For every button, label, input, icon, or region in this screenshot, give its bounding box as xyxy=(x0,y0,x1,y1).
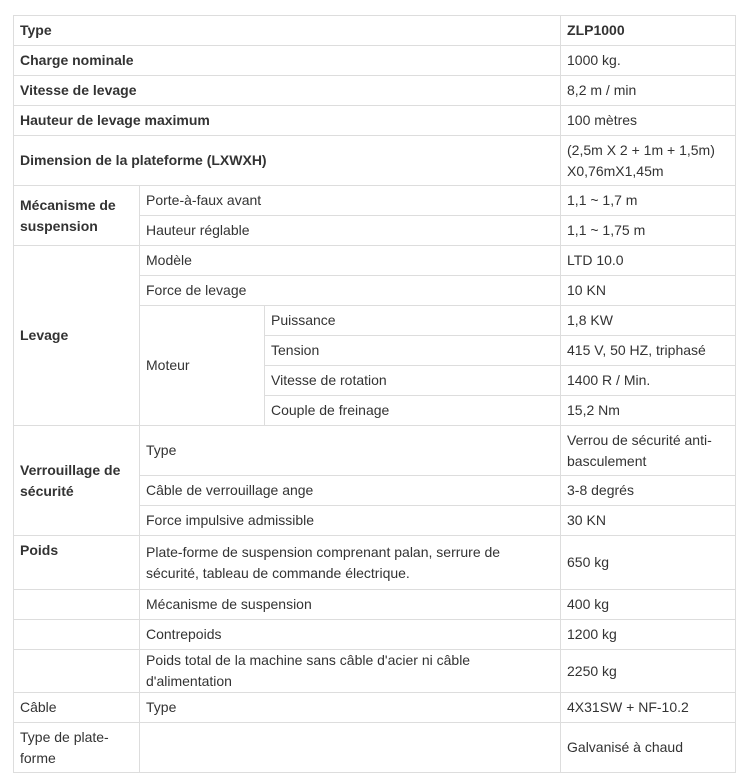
row-label: Vitesse de levage xyxy=(14,76,561,106)
row-value: Verrou de sécurité anti-basculement xyxy=(561,426,736,476)
row-value: 15,2 Nm xyxy=(561,396,736,426)
row-value: Galvanisé à chaud xyxy=(561,723,736,773)
table-row xyxy=(14,723,736,773)
row-label: Poids total de la machine sans câble d'acier ni câble d'alimentation xyxy=(140,650,561,693)
table-row xyxy=(14,106,736,136)
row-value: (2,5m X 2 + 1m + 1,5m) X0,76mX1,45m xyxy=(561,136,736,186)
row-value: 8,2 m / min xyxy=(561,76,736,106)
table-row xyxy=(14,136,736,186)
group-label: Verrouillage de sécurité xyxy=(14,426,140,536)
row-value: 100 mètres xyxy=(561,106,736,136)
table-row xyxy=(14,650,736,693)
row-value: 1,1 ~ 1,7 m xyxy=(561,186,736,216)
row-label: Puissance xyxy=(265,306,561,336)
table-row xyxy=(14,536,736,590)
table-row xyxy=(14,186,736,216)
empty-cell xyxy=(14,590,140,620)
row-label: Contrepoids xyxy=(140,620,561,650)
row-value: 1,1 ~ 1,75 m xyxy=(561,216,736,246)
row-label: Hauteur de levage maximum xyxy=(14,106,561,136)
row-value: 400 kg xyxy=(561,590,736,620)
spec-table xyxy=(13,15,736,773)
row-value: 1200 kg xyxy=(561,620,736,650)
row-label: Type xyxy=(140,693,561,723)
type-header-label: Type xyxy=(14,16,561,46)
row-label: Porte-à-faux avant xyxy=(140,186,561,216)
model-header-value: ZLP1000 xyxy=(561,16,736,46)
row-label: Mécanisme de suspension xyxy=(140,590,561,620)
subgroup-label: Moteur xyxy=(140,306,265,426)
row-value: LTD 10.0 xyxy=(561,246,736,276)
empty-cell xyxy=(140,723,561,773)
row-label: Câble de verrouillage ange xyxy=(140,476,561,506)
row-value: 1400 R / Min. xyxy=(561,366,736,396)
table-row xyxy=(14,620,736,650)
table-row xyxy=(14,426,736,476)
row-label: Dimension de la plateforme (LXWXH) xyxy=(14,136,561,186)
row-label: Force de levage xyxy=(140,276,561,306)
row-value: 30 KN xyxy=(561,506,736,536)
group-label: Levage xyxy=(14,246,140,426)
empty-cell xyxy=(14,650,140,693)
table-row xyxy=(14,76,736,106)
table-row xyxy=(14,590,736,620)
group-label: Câble xyxy=(14,693,140,723)
row-label: Modèle xyxy=(140,246,561,276)
empty-cell xyxy=(14,620,140,650)
group-label: Type de plate-forme xyxy=(14,723,140,773)
row-label: Vitesse de rotation xyxy=(265,366,561,396)
table-row xyxy=(14,693,736,723)
row-value: 415 V, 50 HZ, triphasé xyxy=(561,336,736,366)
table-row xyxy=(14,16,736,46)
row-label: Force impulsive admissible xyxy=(140,506,561,536)
row-value: 3-8 degrés xyxy=(561,476,736,506)
row-value: 4X31SW + NF-10.2 xyxy=(561,693,736,723)
row-label: Tension xyxy=(265,336,561,366)
row-label: Type xyxy=(140,426,561,476)
group-label: Poids xyxy=(14,536,140,590)
table-row xyxy=(14,246,736,276)
row-value: 1000 kg. xyxy=(561,46,736,76)
row-label: Plate-forme de suspension comprenant palan, serrure de sécurité, tableau de commande électrique. xyxy=(140,536,561,590)
row-value: 650 kg xyxy=(561,536,736,590)
row-value: 10 KN xyxy=(561,276,736,306)
row-value: 2250 kg xyxy=(561,650,736,693)
row-label: Couple de freinage xyxy=(265,396,561,426)
group-label: Mécanisme de suspension xyxy=(14,186,140,246)
row-value: 1,8 KW xyxy=(561,306,736,336)
row-label: Hauteur réglable xyxy=(140,216,561,246)
row-label: Charge nominale xyxy=(14,46,561,76)
table-row xyxy=(14,46,736,76)
